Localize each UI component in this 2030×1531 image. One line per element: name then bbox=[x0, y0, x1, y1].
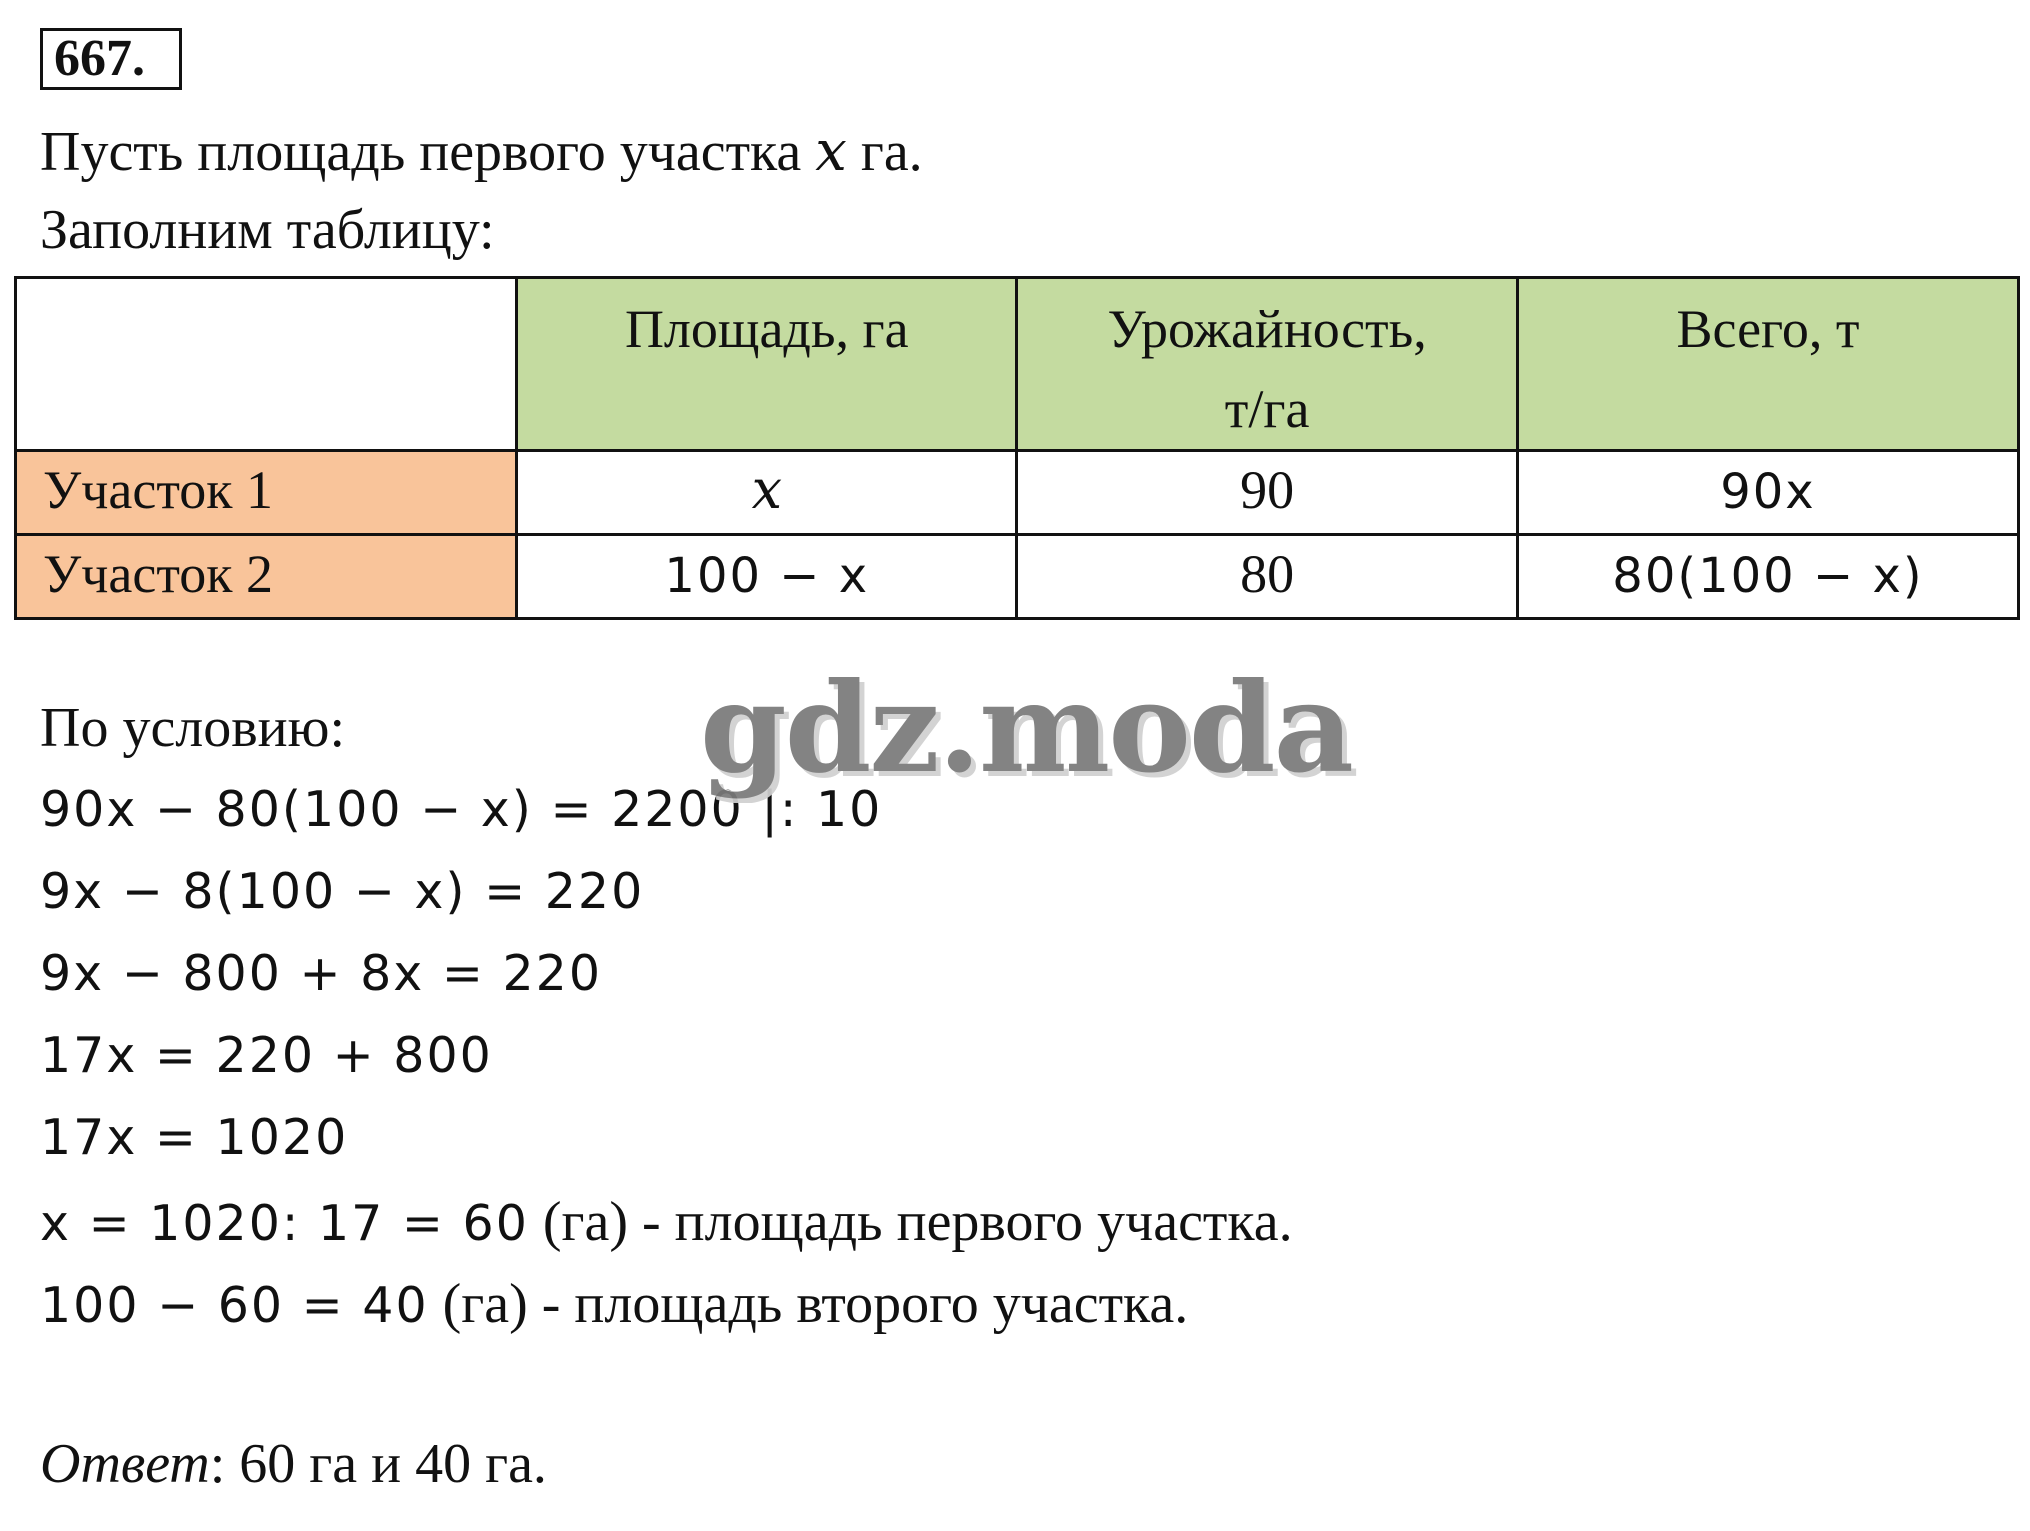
data-table bbox=[14, 276, 2020, 620]
condition-label: По условию: bbox=[40, 697, 346, 759]
result-2-math: 100 − 60 = 40 bbox=[40, 1277, 429, 1334]
table-cell-yield: 80 bbox=[1017, 535, 1517, 619]
solution-line: 17x = 1020 bbox=[40, 1109, 349, 1166]
table-row bbox=[16, 535, 2019, 619]
solution-line: 9x − 800 + 8x = 220 bbox=[40, 945, 603, 1002]
table-cell-yield: 90 bbox=[1017, 451, 1517, 535]
solution-line: 17x = 220 + 800 bbox=[40, 1027, 493, 1084]
table-header-total: Всего, т bbox=[1517, 278, 2018, 451]
table-cell-total bbox=[1517, 535, 2018, 619]
intro-text-a: Пусть площадь первого участка bbox=[40, 121, 816, 183]
table-cell-area bbox=[517, 451, 1017, 535]
cell-area-value: 100 − x bbox=[664, 548, 870, 604]
cell-total-value: 90x bbox=[1720, 464, 1816, 520]
solution-line: 90x − 80(100 − x) = 2200 |: 10 bbox=[40, 781, 883, 838]
table-header-area: Площадь, га bbox=[517, 278, 1017, 451]
watermark-logo: gdz.moda bbox=[700, 656, 1352, 801]
cell-area-value: x bbox=[751, 458, 783, 521]
intro-line-1 bbox=[40, 120, 923, 184]
table-row-label: Участок 2 bbox=[16, 535, 517, 619]
table-cell-total bbox=[1517, 451, 2018, 535]
intro-variable-x: x bbox=[815, 119, 847, 184]
answer-line bbox=[40, 1432, 547, 1496]
table-header-yield-line1: Урожайность, bbox=[1107, 299, 1427, 359]
result-line-1 bbox=[40, 1190, 1293, 1256]
result-1-text: (га) - площадь первого участка. bbox=[528, 1191, 1293, 1253]
table-header-row bbox=[16, 278, 2019, 451]
result-2-text: (га) - площадь второго участка. bbox=[428, 1273, 1189, 1335]
table-header-yield-line2: т/га bbox=[1224, 379, 1310, 439]
table-header-corner bbox=[16, 278, 517, 451]
problem-number: 667. bbox=[40, 28, 182, 90]
intro-text-b: га. bbox=[846, 121, 923, 183]
cell-total-value: 80(100 − x) bbox=[1612, 548, 1924, 604]
answer-label: Ответ bbox=[40, 1433, 210, 1495]
table-row-label: Участок 1 bbox=[16, 451, 517, 535]
result-1-math: x = 1020: 17 = 60 bbox=[40, 1195, 529, 1252]
table-cell-area bbox=[517, 535, 1017, 619]
table-row bbox=[16, 451, 2019, 535]
result-line-2 bbox=[40, 1272, 1188, 1338]
table-header-yield bbox=[1017, 278, 1517, 451]
solution-line: 9x − 8(100 − x) = 220 bbox=[40, 863, 645, 920]
answer-text: : 60 га и 40 га. bbox=[209, 1433, 547, 1495]
intro-line-2: Заполним таблицу: bbox=[40, 199, 495, 261]
